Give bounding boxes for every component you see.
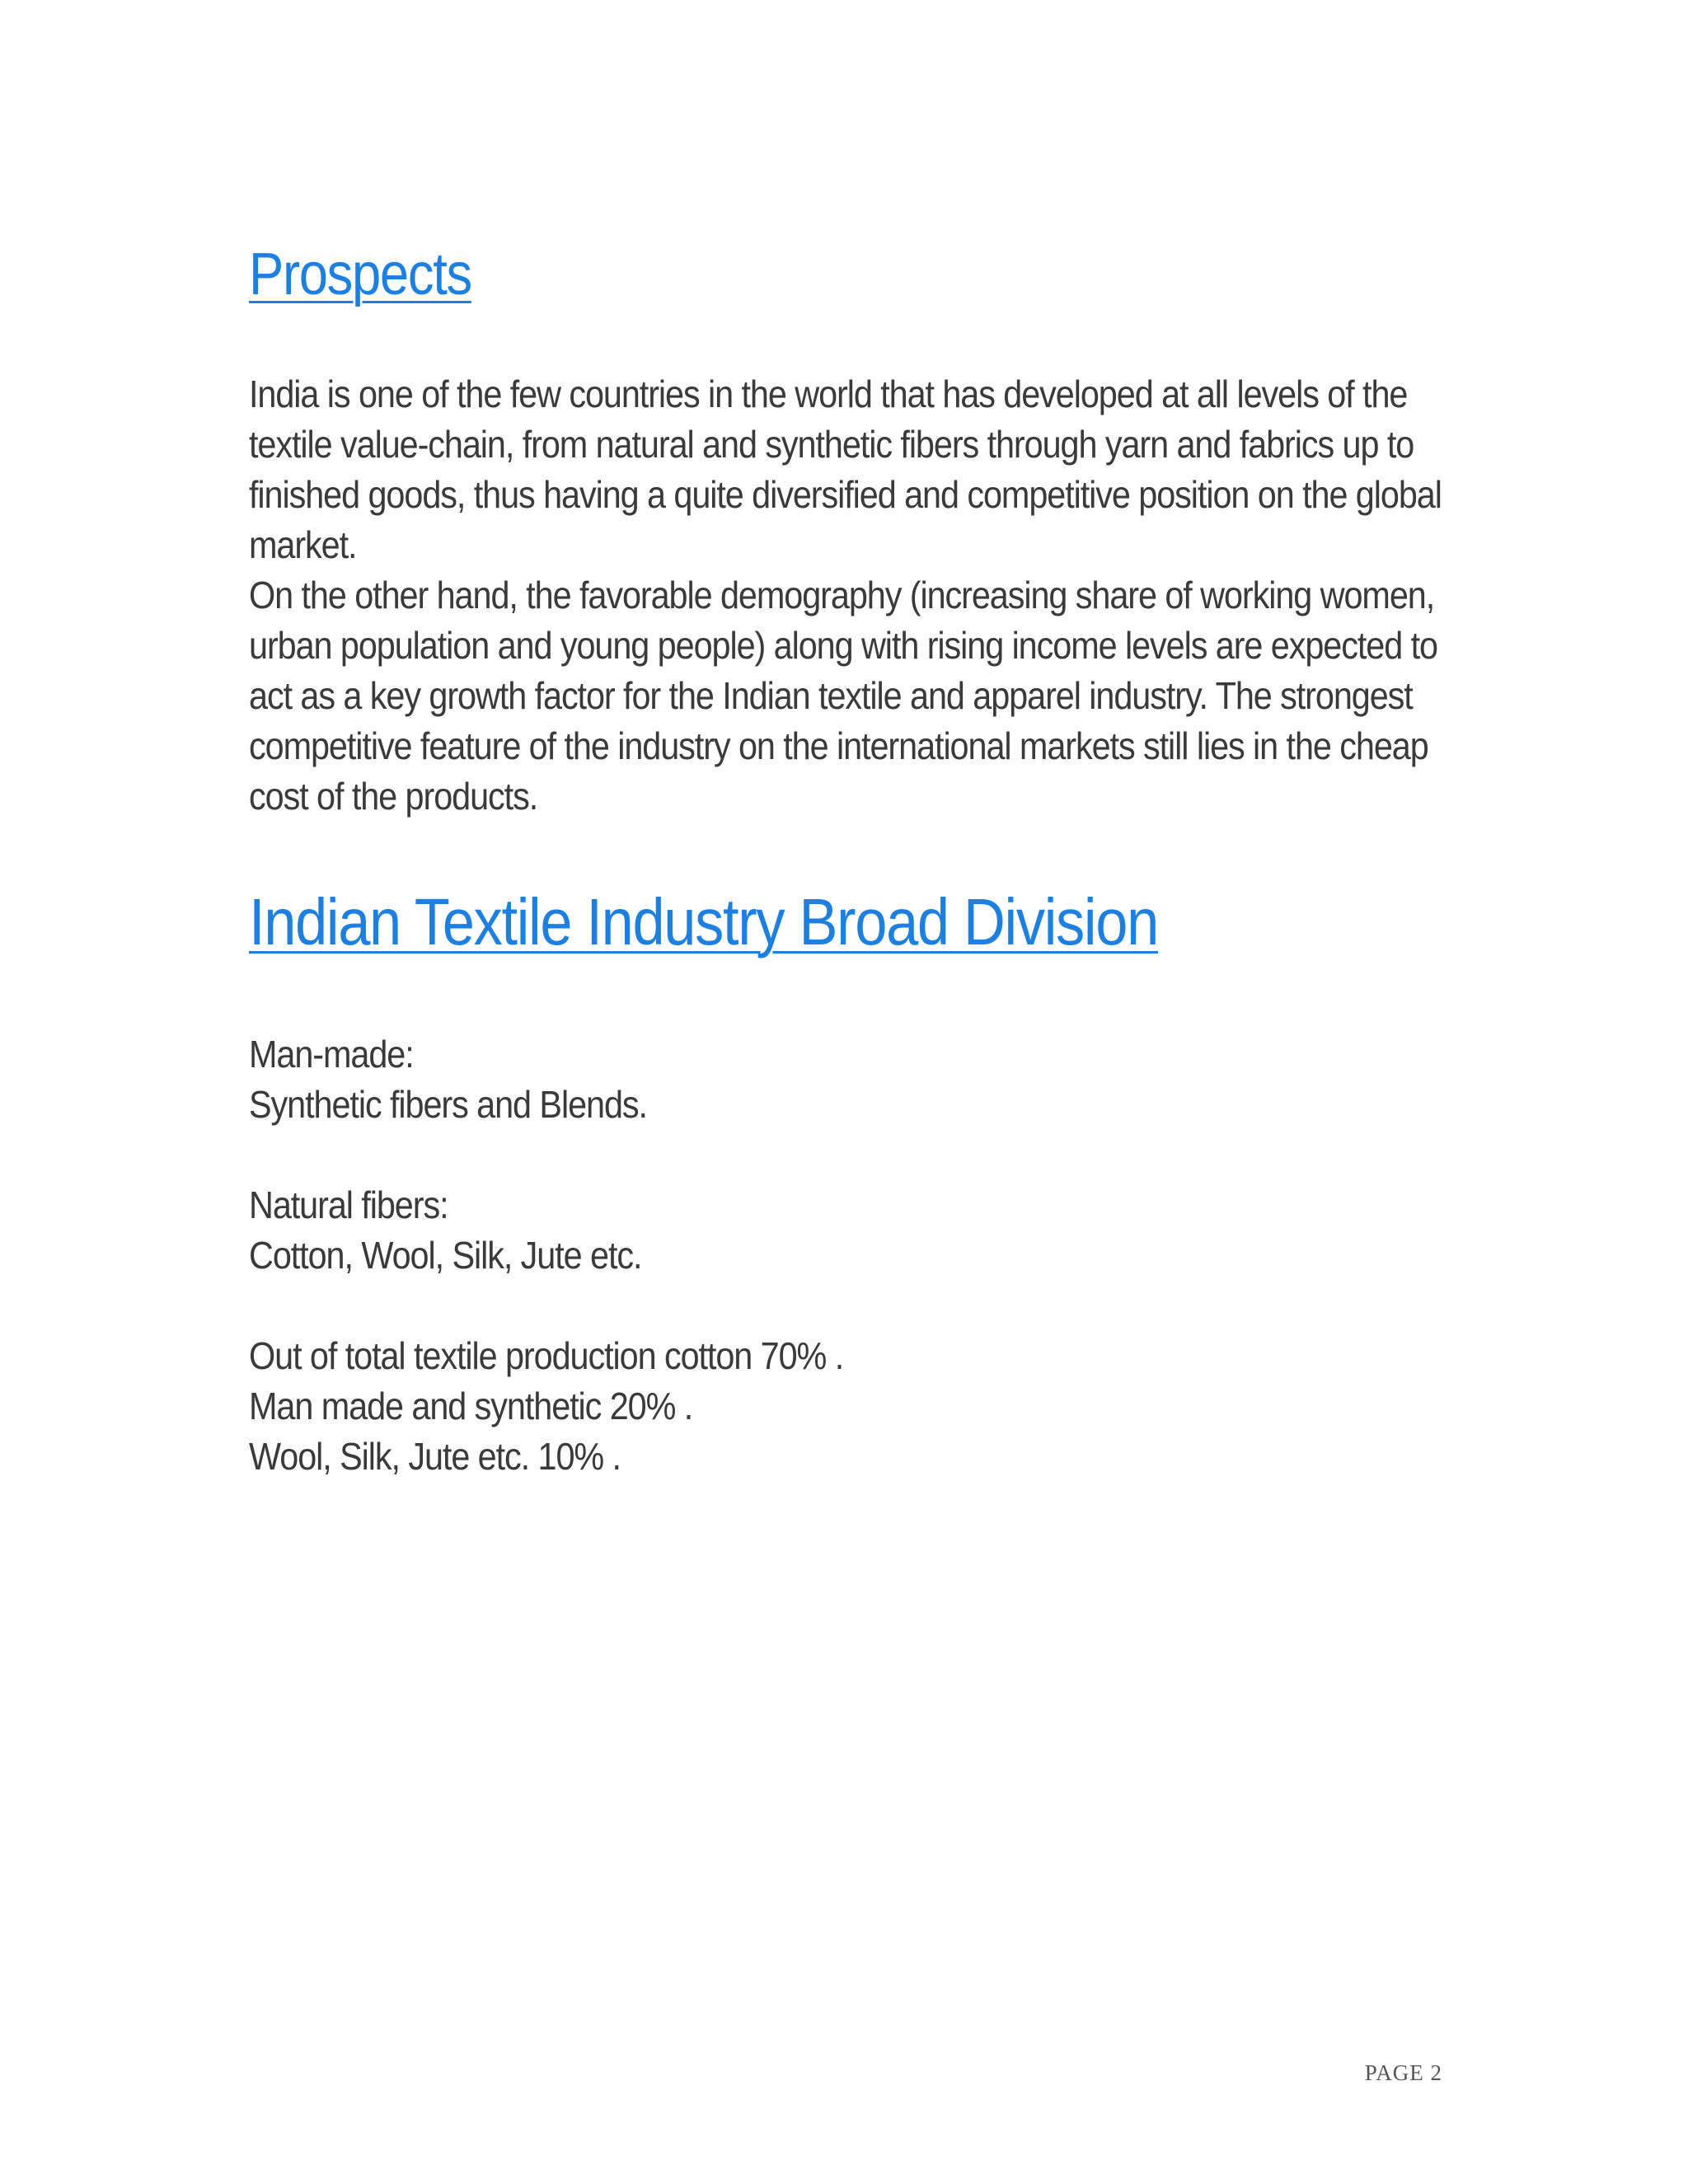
share-other: Wool, Silk, Jute etc. 10% .	[249, 1435, 621, 1478]
prospects-heading: Prospects	[249, 241, 471, 307]
spacer	[249, 1130, 1452, 1180]
division-list	[249, 1029, 1452, 1482]
prospects-paragraph-1: India is one of the few countries in the world that has developed at all levels of the textile value-chain, from natural and synthetic fibers through yarn and fabrics up to finished goods, thus having a quite diversified and competitive position on the global market.	[249, 373, 1442, 566]
share-manmade: Man made and synthetic 20% .	[249, 1385, 693, 1427]
manmade-label: Man-made:	[249, 1033, 414, 1076]
page-number: PAGE 2	[1364, 2060, 1442, 2085]
natural-label: Natural fibers:	[249, 1183, 448, 1226]
prospects-paragraph-2: On the other hand, the favorable demography (increasing share of working women, urban population and young people) along with rising income levels are expected to act as a key growth factor for the Indian textile and apparel industry. The strongest competitive feature of the industry on the international markets still lies in the cheap cost of the products.	[249, 574, 1437, 818]
page-content	[249, 237, 1452, 1482]
division-heading: Indian Textile Industry Broad Division	[249, 885, 1158, 958]
share-cotton: Out of total textile production cotton 70% .	[249, 1334, 844, 1377]
spacer	[249, 1281, 1452, 1331]
natural-value: Cotton, Wool, Silk, Jute etc.	[249, 1234, 642, 1277]
manmade-value: Synthetic fibers and Blends.	[249, 1083, 647, 1126]
